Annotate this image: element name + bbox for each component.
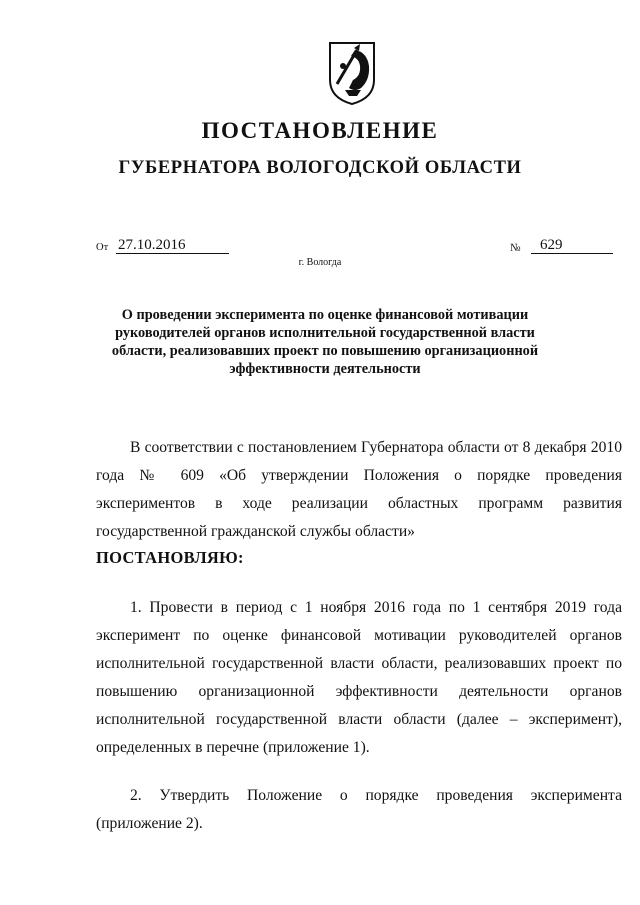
- preamble-paragraph: В соответствии с постановлением Губернатора области от 8 декабря 2010 года № 609 «Об утверждении Положения о порядке проведения экспериментов в ходе реализации областных программ развития государственной гражданской службы области»: [96, 439, 622, 540]
- decree-heading: ПОСТАНОВЛЯЮ:: [96, 548, 244, 567]
- document-title: ПОСТАНОВЛЕНИЕ: [201, 118, 439, 143]
- decree-item-1: 1. Провести в период с 1 ноября 2016 года по 1 сентября 2019 года эксперимент по оценке финансовой мотивации руководителей органов исполнительной государственной власти области, реализовавших проект по повышению организационной эффективности деятельности органов исполнительной государственной власти области (далее – эксперимент), определенных в перечне (приложение 1).: [96, 599, 622, 756]
- document-date: 27.10.2016: [118, 237, 186, 253]
- document-authority: ГУБЕРНАТОРА ВОЛОГОДСКОЙ ОБЛАСТИ: [118, 158, 522, 178]
- document-number: 629: [540, 237, 563, 253]
- number-prefix: №: [510, 242, 521, 254]
- document-subject: О проведении эксперимента по оценке финансовой мотивации руководителей органов исполнительной государственной власти области, реализовавших проект по повышению организационной эффективности деятельности: [111, 307, 539, 377]
- coat-of-arms-icon: [327, 40, 377, 106]
- date-prefix: От: [96, 242, 109, 253]
- decree-item-2: 2. Утвердить Положение о порядке проведения эксперимента (приложение 2).: [96, 787, 622, 832]
- city-label: г. Вологда: [298, 257, 342, 268]
